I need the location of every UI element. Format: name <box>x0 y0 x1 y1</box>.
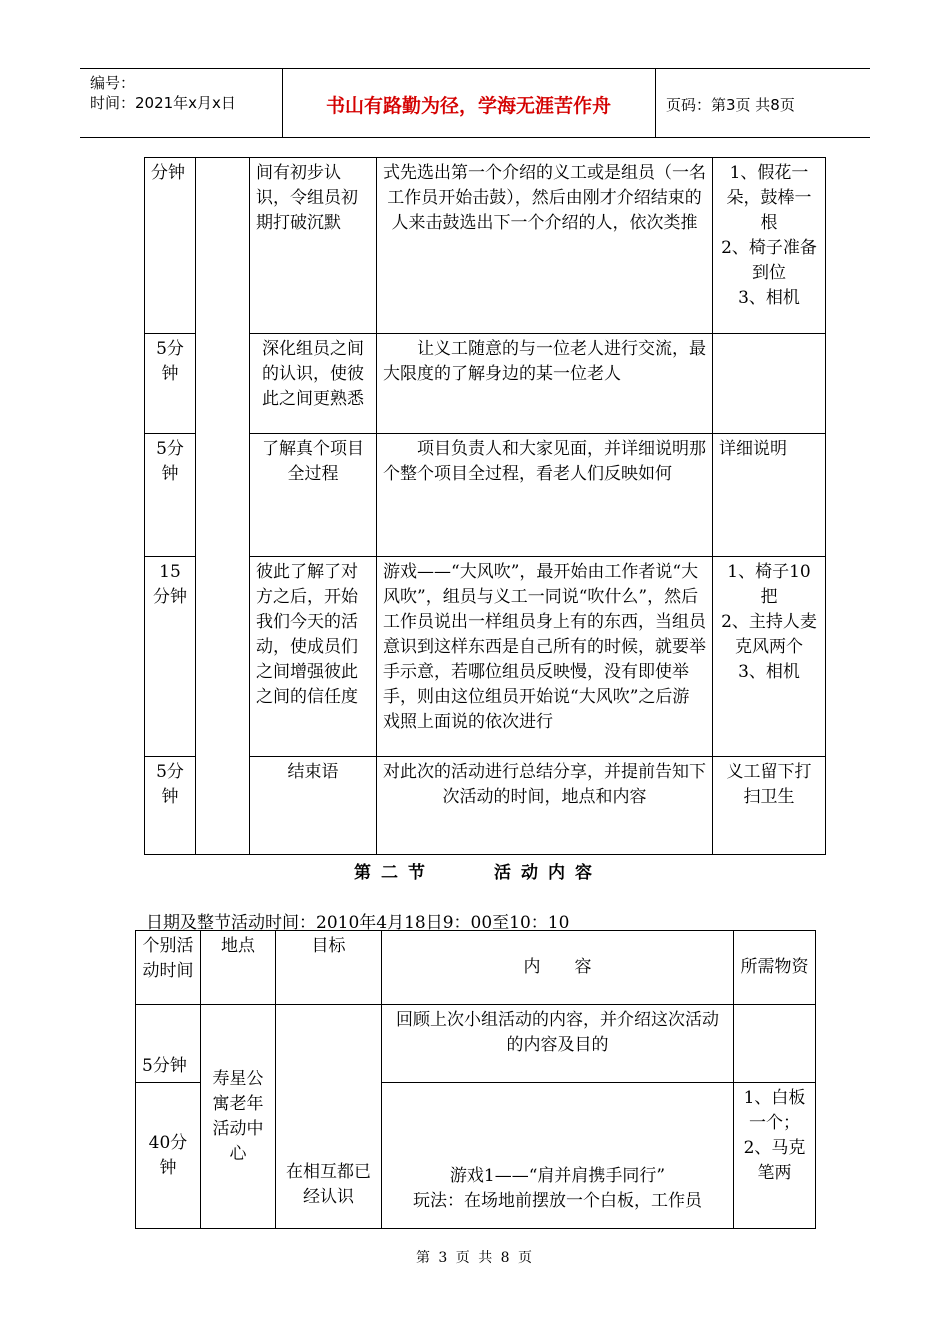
content-cell: 游戏——“大风吹”，最开始由工作者说“大风吹”，组员与义工一同说“吹什么”，然后工作员说出一样组员身上有的东西，当组员意识到这样东西是自己所有的时候，就要举手示意，若哪位组员反映慢，没有即使举手，则由这位组员开始说“大风吹”之后游戏照上面说的依次进行 <box>377 557 713 757</box>
header-goal: 目标 <box>276 931 382 1005</box>
page-footer: 第 3 页 共 8 页 <box>415 1250 535 1266</box>
header-time: 个别活动时间 <box>136 931 201 1005</box>
time-cell: 5分钟 <box>145 434 196 557</box>
materials-cell: 1、假花一朵，鼓棒一根 2、椅子准备到位 3、相机 <box>713 158 826 334</box>
content-cell: 回顾上次小组活动的内容，并介绍这次活动的内容及目的 <box>382 1005 734 1083</box>
content-cell: 式先选出第一个介绍的义工或是组员（一名工作员开始击鼓），然后由刚才介绍结束的人来击鼓选出下一个介绍的人，依次类推 <box>377 158 713 334</box>
time-cell: 5分钟 <box>145 334 196 434</box>
goal-cell: 彼此了解了对方之后，开始我们今天的活动，使成员们之间增强彼此之间的信任度 <box>250 557 377 757</box>
activity-table-2 <box>135 930 816 1229</box>
materials-cell <box>734 1005 816 1083</box>
header-number: 编号： <box>90 74 136 92</box>
materials-cell: 1、椅子10把 2、主持人麦克风两个 3、相机 <box>713 557 826 757</box>
materials-cell: 义工留下打扫卫生 <box>713 757 826 855</box>
table-header-row <box>136 931 816 1005</box>
goal-cell: 间有初步认识，令组员初期打破沉默 <box>250 158 377 334</box>
header-page-info: 页码：第3页 共8页 <box>666 96 795 114</box>
section-title: 活动内容 <box>494 863 602 883</box>
place-cell <box>196 158 250 855</box>
header-time: 时间：2021年x月x日 <box>90 94 236 112</box>
time-cell: 40分钟 <box>136 1083 201 1229</box>
content-cell: 让义工随意的与一位老人进行交流，最大限度的了解身边的某一位老人 <box>377 334 713 434</box>
header-divider <box>655 69 656 137</box>
activity-table-1 <box>144 157 826 855</box>
header-meta <box>90 73 236 113</box>
table-row <box>145 158 826 334</box>
header-motto: 书山有路勤为径，学海无涯苦作舟 <box>325 95 611 117</box>
time-cell: 5分钟 <box>145 757 196 855</box>
section-number: 第二节 <box>354 863 435 883</box>
time-cell: 分钟 <box>145 158 196 334</box>
goal-cell: 在相互都已经认识 <box>276 1005 382 1229</box>
materials-cell: 1、白板一个； 2、马克笔两 <box>734 1083 816 1229</box>
content-cell: 项目负责人和大家见面，并详细说明那个整个项目全过程，看老人们反映如何 <box>377 434 713 557</box>
header-materials: 所需物资 <box>734 931 816 1005</box>
place-cell: 寿星公寓老年活动中心 <box>201 1005 276 1229</box>
header-content: 内 容 <box>382 931 734 1005</box>
table-row <box>136 1005 816 1083</box>
content-cell: 游戏1——“肩并肩携手同行” 玩法：在场地前摆放一个白板，工作员 <box>382 1083 734 1229</box>
goal-cell: 结束语 <box>250 757 377 855</box>
materials-cell <box>713 334 826 434</box>
time-cell: 5分钟 <box>136 1005 201 1083</box>
header-place: 地点 <box>201 931 276 1005</box>
page-header <box>80 68 870 138</box>
content-cell: 对此次的活动进行总结分享，并提前告知下次活动的时间，地点和内容 <box>377 757 713 855</box>
time-cell: 15分钟 <box>145 557 196 757</box>
goal-cell: 深化组员之间的认识，使彼此之间更熟悉 <box>250 334 377 434</box>
date-line: 日期及整节活动时间：2010年4月18日9：00至10：10 <box>146 913 570 933</box>
materials-cell: 详细说明 <box>713 434 826 557</box>
goal-cell: 了解真个项目全过程 <box>250 434 377 557</box>
